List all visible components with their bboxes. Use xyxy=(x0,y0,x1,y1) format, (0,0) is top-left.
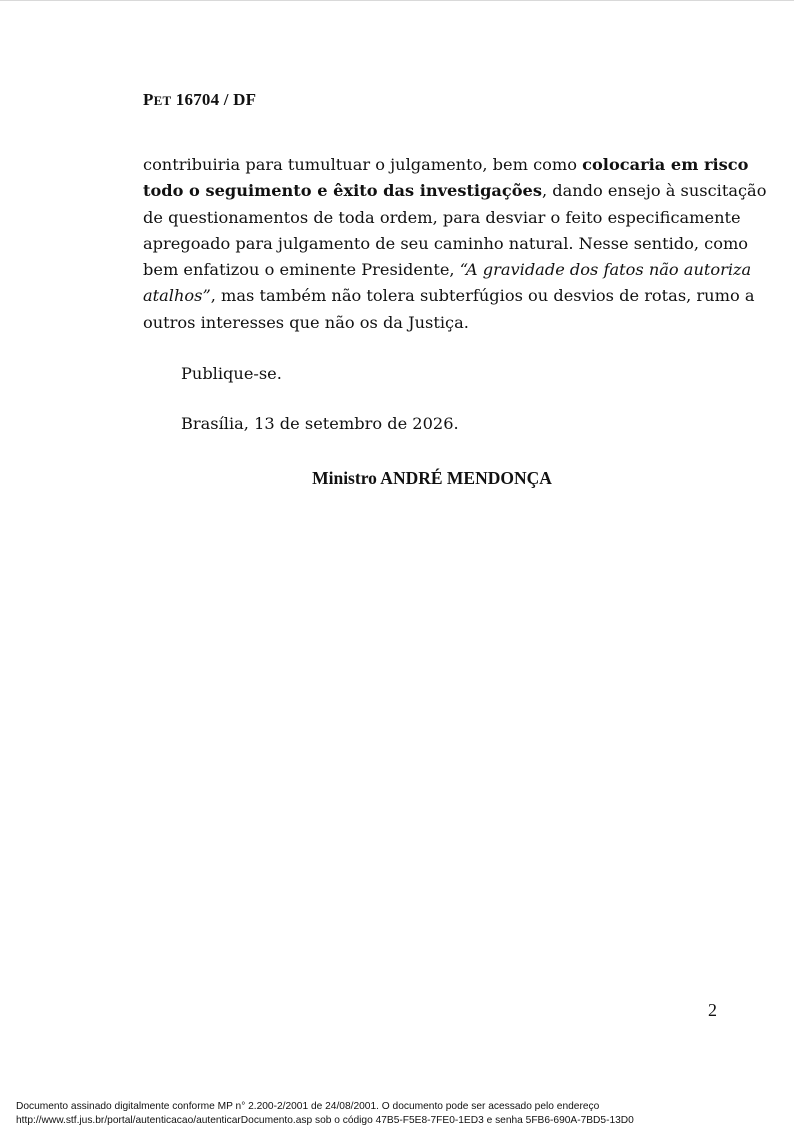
case-prefix-initial: P xyxy=(143,90,154,109)
paragraph-line xyxy=(143,257,752,283)
place-date-line: Brasília, 13 de setembro de 2026. xyxy=(181,414,459,433)
paragraph-line xyxy=(143,205,741,231)
italic-quote: atalhos” xyxy=(143,286,211,306)
body-text-segment: outros interesses que não os da Justiça. xyxy=(143,312,469,332)
case-prefix-rest: ET xyxy=(153,93,172,108)
paragraph-line xyxy=(143,231,749,257)
case-header xyxy=(143,90,256,110)
italic-quote: “A gravidade dos fatos não autoriza xyxy=(459,260,752,280)
decision-paragraph xyxy=(143,152,767,336)
body-text-segment: , dando ensejo à suscitação xyxy=(541,181,767,201)
top-divider xyxy=(0,0,794,1)
paragraph-line xyxy=(143,152,749,178)
bold-text: colocaria em risco xyxy=(582,155,749,174)
body-text-segment: , mas também não tolera subterfúgios ou desvios de rotas, rumo a xyxy=(210,286,755,306)
paragraph-line xyxy=(143,283,755,309)
digital-signature-footer xyxy=(16,1100,634,1127)
body-text-segment: bem enfatizou o eminente Presidente, xyxy=(143,260,460,280)
bold-text: todo o seguimento e êxito das investigações xyxy=(143,181,542,201)
paragraph-line xyxy=(143,310,721,336)
paragraph-line xyxy=(143,178,767,204)
page-number: 2 xyxy=(708,1000,717,1020)
body-text-segment: apregoado para julgamento de seu caminho natural. Nesse sentido, como xyxy=(143,233,749,253)
publish-line: Publique-se. xyxy=(181,364,282,383)
signature-name: Ministro ANDRÉ MENDONÇA xyxy=(312,468,552,488)
footer-line-1: Documento assinado digitalmente conforme MP n° 2.200-2/2001 de 24/08/2001. O documento pode ser acessado pelo endereço xyxy=(16,1101,600,1112)
body-text-segment: de questionamentos de toda ordem, para desviar o feito especificamente xyxy=(143,207,741,227)
body-text-segment: contribuiria para tumultuar o julgamento, bem como xyxy=(143,155,583,174)
case-number: 16704 / DF xyxy=(171,90,257,109)
footer-line-2: http://www.stf.jus.br/portal/autenticacao/autenticarDocumento.asp sob o código 47B5-F5E8-7FE0-1ED3 e senha 5FB6-690A-7BD5-13D0 xyxy=(16,1114,634,1126)
